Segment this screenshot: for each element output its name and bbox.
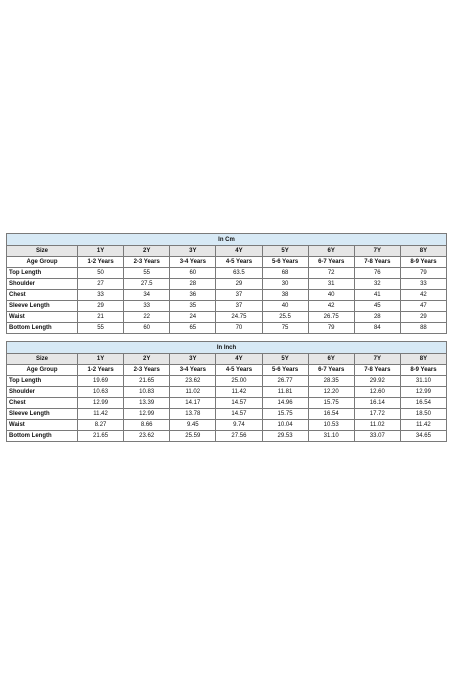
table-cell: 47 [400,301,446,312]
table-cell: 11.42 [400,420,446,431]
table-cell: 10.04 [262,420,308,431]
age-cell: 2-3 Years [124,365,170,376]
size-chart-cm [6,233,447,334]
table-cell: 11.42 [216,387,262,398]
age-cell: 5-6 Years [262,365,308,376]
age-cell: 3-4 Years [170,365,216,376]
table-cell: 27 [78,279,124,290]
table-cell: 19.69 [78,376,124,387]
table-cell: 21.65 [78,431,124,442]
table-cell: 33.07 [354,431,400,442]
size-cell: 4Y [216,354,262,365]
table-cell: 32 [354,279,400,290]
table-cell: 31.10 [400,376,446,387]
table-cell: 40 [308,290,354,301]
table-cell: 14.96 [262,398,308,409]
table-cell: 79 [400,268,446,279]
table-cell: 26.75 [308,312,354,323]
table-row [7,312,447,323]
age-cell: 4-5 Years [216,257,262,268]
table-cell: 38 [262,290,308,301]
table-cell: 11.02 [354,420,400,431]
table-cell: 40 [262,301,308,312]
table-row [7,376,447,387]
size-cell: 6Y [308,354,354,365]
size-cell: 6Y [308,246,354,257]
table-cell: 55 [124,268,170,279]
table-cell: 28 [354,312,400,323]
table-cell: 50 [78,268,124,279]
table-cell: 29 [78,301,124,312]
table-cell: 68 [262,268,308,279]
table-cell: 12.99 [124,409,170,420]
table-cell: 33 [124,301,170,312]
table-cell: 8.66 [124,420,170,431]
table-cell: 72 [308,268,354,279]
table-row [7,268,447,279]
age-cell: 5-6 Years [262,257,308,268]
age-cell: 1-2 Years [78,365,124,376]
table-cell: 23.62 [170,376,216,387]
table-cell: 29 [216,279,262,290]
measure-label-waist: Waist [7,420,78,431]
measure-label-shoulder: Shoulder [7,279,78,290]
table-cell: 21 [78,312,124,323]
measure-label-top-length: Top Length [7,268,78,279]
table-cell: 10.53 [308,420,354,431]
measure-label-chest: Chest [7,398,78,409]
table-cell: 21.65 [124,376,170,387]
table-cell: 29 [400,312,446,323]
table-cell: 24.75 [216,312,262,323]
age-cell: 2-3 Years [124,257,170,268]
unit-header-row [7,342,447,354]
table-cell: 12.99 [400,387,446,398]
table-cell: 33 [400,279,446,290]
size-cell: 1Y [78,354,124,365]
unit-title: In Inch [7,342,447,354]
size-cell: 4Y [216,246,262,257]
size-header-row [7,354,447,365]
table-cell: 29.53 [262,431,308,442]
size-cell: 8Y [400,354,446,365]
size-cell: 7Y [354,246,400,257]
age-cell: 7-8 Years [354,257,400,268]
table-cell: 25.00 [216,376,262,387]
table-cell: 37 [216,301,262,312]
age-header-row [7,257,447,268]
size-cell: 7Y [354,354,400,365]
table-cell: 70 [216,323,262,334]
table-cell: 26.77 [262,376,308,387]
table-cell: 42 [400,290,446,301]
age-cell: 6-7 Years [308,257,354,268]
size-header-row [7,246,447,257]
table-cell: 9.74 [216,420,262,431]
table-row [7,387,447,398]
size-cell: 3Y [170,354,216,365]
table-cell: 22 [124,312,170,323]
table-cell: 24 [170,312,216,323]
table-cell: 8.27 [78,420,124,431]
table-cell: 25.59 [170,431,216,442]
table-cell: 10.83 [124,387,170,398]
table-cell: 16.14 [354,398,400,409]
table-cell: 18.50 [400,409,446,420]
table-cell: 12.99 [78,398,124,409]
table-cell: 16.54 [308,409,354,420]
table-cell: 60 [170,268,216,279]
age-header-row [7,365,447,376]
table-cell: 75 [262,323,308,334]
age-cell: 6-7 Years [308,365,354,376]
size-cell: 8Y [400,246,446,257]
size-cell: 5Y [262,246,308,257]
unit-title: In Cm [7,234,447,246]
age-cell: 1-2 Years [78,257,124,268]
measure-label-sleeve-length: Sleeve Length [7,301,78,312]
unit-header-row [7,234,447,246]
table-cell: 28 [170,279,216,290]
table-cell: 34 [124,290,170,301]
table-row [7,323,447,334]
table-cell: 30 [262,279,308,290]
age-cell: 3-4 Years [170,257,216,268]
table-row [7,279,447,290]
table-cell: 25.5 [262,312,308,323]
table-cell: 14.57 [216,398,262,409]
table-cell: 15.75 [262,409,308,420]
table-row [7,301,447,312]
size-cell: 2Y [124,354,170,365]
table-cell: 12.60 [354,387,400,398]
age-label: Age Group [7,257,78,268]
size-label: Size [7,354,78,365]
measure-label-chest: Chest [7,290,78,301]
size-chart-inch [6,341,447,442]
table-cell: 55 [78,323,124,334]
measure-label-sleeve-length: Sleeve Length [7,409,78,420]
table-cell: 10.63 [78,387,124,398]
table-cell: 45 [354,301,400,312]
table-cell: 9.45 [170,420,216,431]
table-cell: 60 [124,323,170,334]
table-cell: 13.78 [170,409,216,420]
size-cell: 5Y [262,354,308,365]
table-cell: 79 [308,323,354,334]
table-cell: 28.35 [308,376,354,387]
table-row [7,409,447,420]
measure-label-bottom-length: Bottom Length [7,431,78,442]
table-cell: 31 [308,279,354,290]
table-cell: 36 [170,290,216,301]
table-cell: 42 [308,301,354,312]
size-cell: 1Y [78,246,124,257]
table-row [7,420,447,431]
table-cell: 33 [78,290,124,301]
table-cell: 11.81 [262,387,308,398]
table-cell: 14.57 [216,409,262,420]
age-cell: 7-8 Years [354,365,400,376]
measure-label-shoulder: Shoulder [7,387,78,398]
age-cell: 8-9 Years [400,365,446,376]
table-cell: 88 [400,323,446,334]
table-cell: 41 [354,290,400,301]
table-cell: 63.5 [216,268,262,279]
table-cell: 15.75 [308,398,354,409]
table-cell: 37 [216,290,262,301]
table-cell: 12.20 [308,387,354,398]
table-cell: 16.54 [400,398,446,409]
table-row [7,398,447,409]
size-label: Size [7,246,78,257]
table-cell: 84 [354,323,400,334]
table-cell: 23.62 [124,431,170,442]
measure-label-waist: Waist [7,312,78,323]
age-cell: 4-5 Years [216,365,262,376]
table-cell: 11.02 [170,387,216,398]
age-cell: 8-9 Years [400,257,446,268]
table-cell: 14.17 [170,398,216,409]
table-cell: 35 [170,301,216,312]
age-label: Age Group [7,365,78,376]
table-cell: 27.5 [124,279,170,290]
table-cell: 17.72 [354,409,400,420]
table-cell: 27.56 [216,431,262,442]
table-cell: 76 [354,268,400,279]
table-cell: 34.65 [400,431,446,442]
table-row [7,431,447,442]
table-row [7,290,447,301]
table-cell: 65 [170,323,216,334]
size-cell: 3Y [170,246,216,257]
table-cell: 13.39 [124,398,170,409]
table-cell: 31.10 [308,431,354,442]
table-cell: 29.92 [354,376,400,387]
measure-label-top-length: Top Length [7,376,78,387]
size-cell: 2Y [124,246,170,257]
measure-label-bottom-length: Bottom Length [7,323,78,334]
table-cell: 11.42 [78,409,124,420]
